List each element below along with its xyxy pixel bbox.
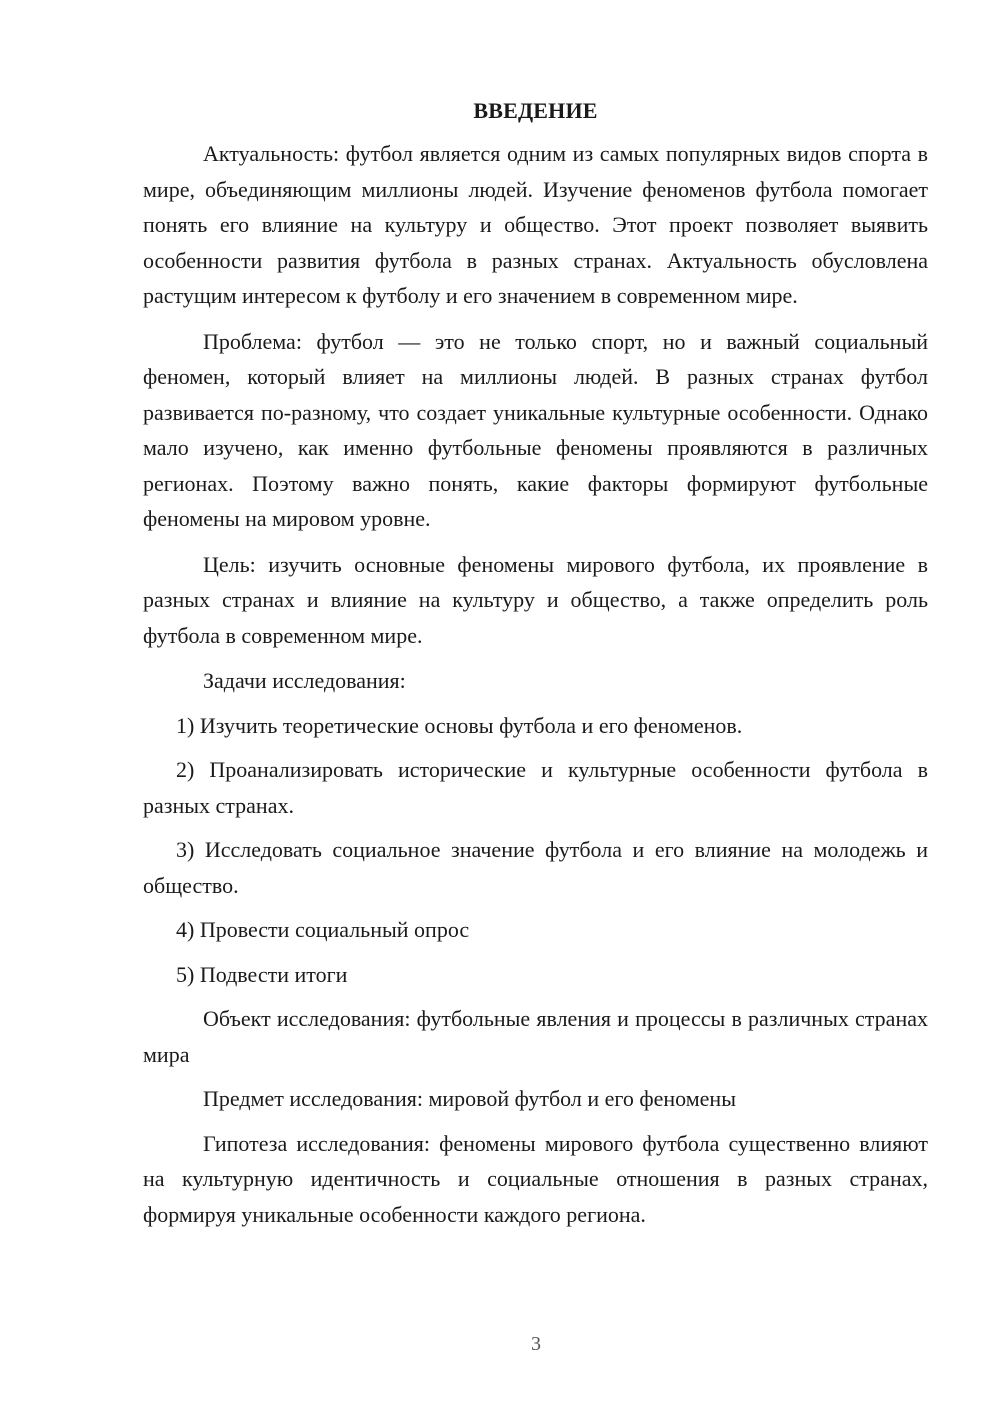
task-item-3: 3) Исследовать социальное значение футбола и его влияние на молодежь и общество. — [143, 837, 928, 898]
paragraph-tasks-heading: Задачи исследования: — [203, 668, 406, 693]
paragraph-relevance: Актуальность: футбол является одним из самых популярных видов спорта в мире, объединяющим миллионы людей. Изучение феноменов футбола помогает понять его влияние на культуру и общество. Этот проект позволяет выявить особенности развития футбола в разных странах. Актуальность обусловлена растущим интересом к футболу и его значением в современном мире. — [143, 141, 928, 308]
page-number: 3 — [531, 1333, 541, 1355]
page-title: ВВЕДЕНИЕ — [473, 98, 598, 123]
paragraph-goal: Цель: изучить основные феномены мирового футбола, их проявление в разных странах и влияние на культуру и общество, а также определить роль футбола в современном мире. — [143, 551, 928, 648]
paragraph-subject: Предмет исследования: мировой футбол и его феномены — [203, 1086, 736, 1111]
task-item-1: 1) Изучить теоретические основы футбола и его феноменов. — [176, 712, 743, 738]
task-item-4: 4) Провести социальный опрос — [176, 917, 470, 942]
paragraph-problem: Проблема: футбол — это не только спорт, но и важный социальный феномен, который влияет на миллионы людей. В разных странах футбол развивается по-разному, что создает уникальные культурные особенности. Однако мало изучено, как именно футбольные феномены проявляются в различных регионах. Поэтому важно понять, какие факторы формируют футбольные феномены на мировом уровне. — [143, 328, 928, 531]
task-item-2: 2) Проанализировать исторические и культурные особенности футбола в разных странах. — [143, 757, 928, 818]
paragraph-hypothesis: Гипотеза исследования: феномены мирового футбола существенно влияют на культурную идентичность и социальные отношения в разных странах, формируя уникальные особенности каждого региона. — [143, 1130, 928, 1227]
paragraph-object: Объект исследования: футбольные явления и процессы в различных странах мира — [143, 1006, 928, 1067]
task-item-5: 5) Подвести итоги — [176, 961, 348, 987]
document-page — [143, 95, 928, 1232]
